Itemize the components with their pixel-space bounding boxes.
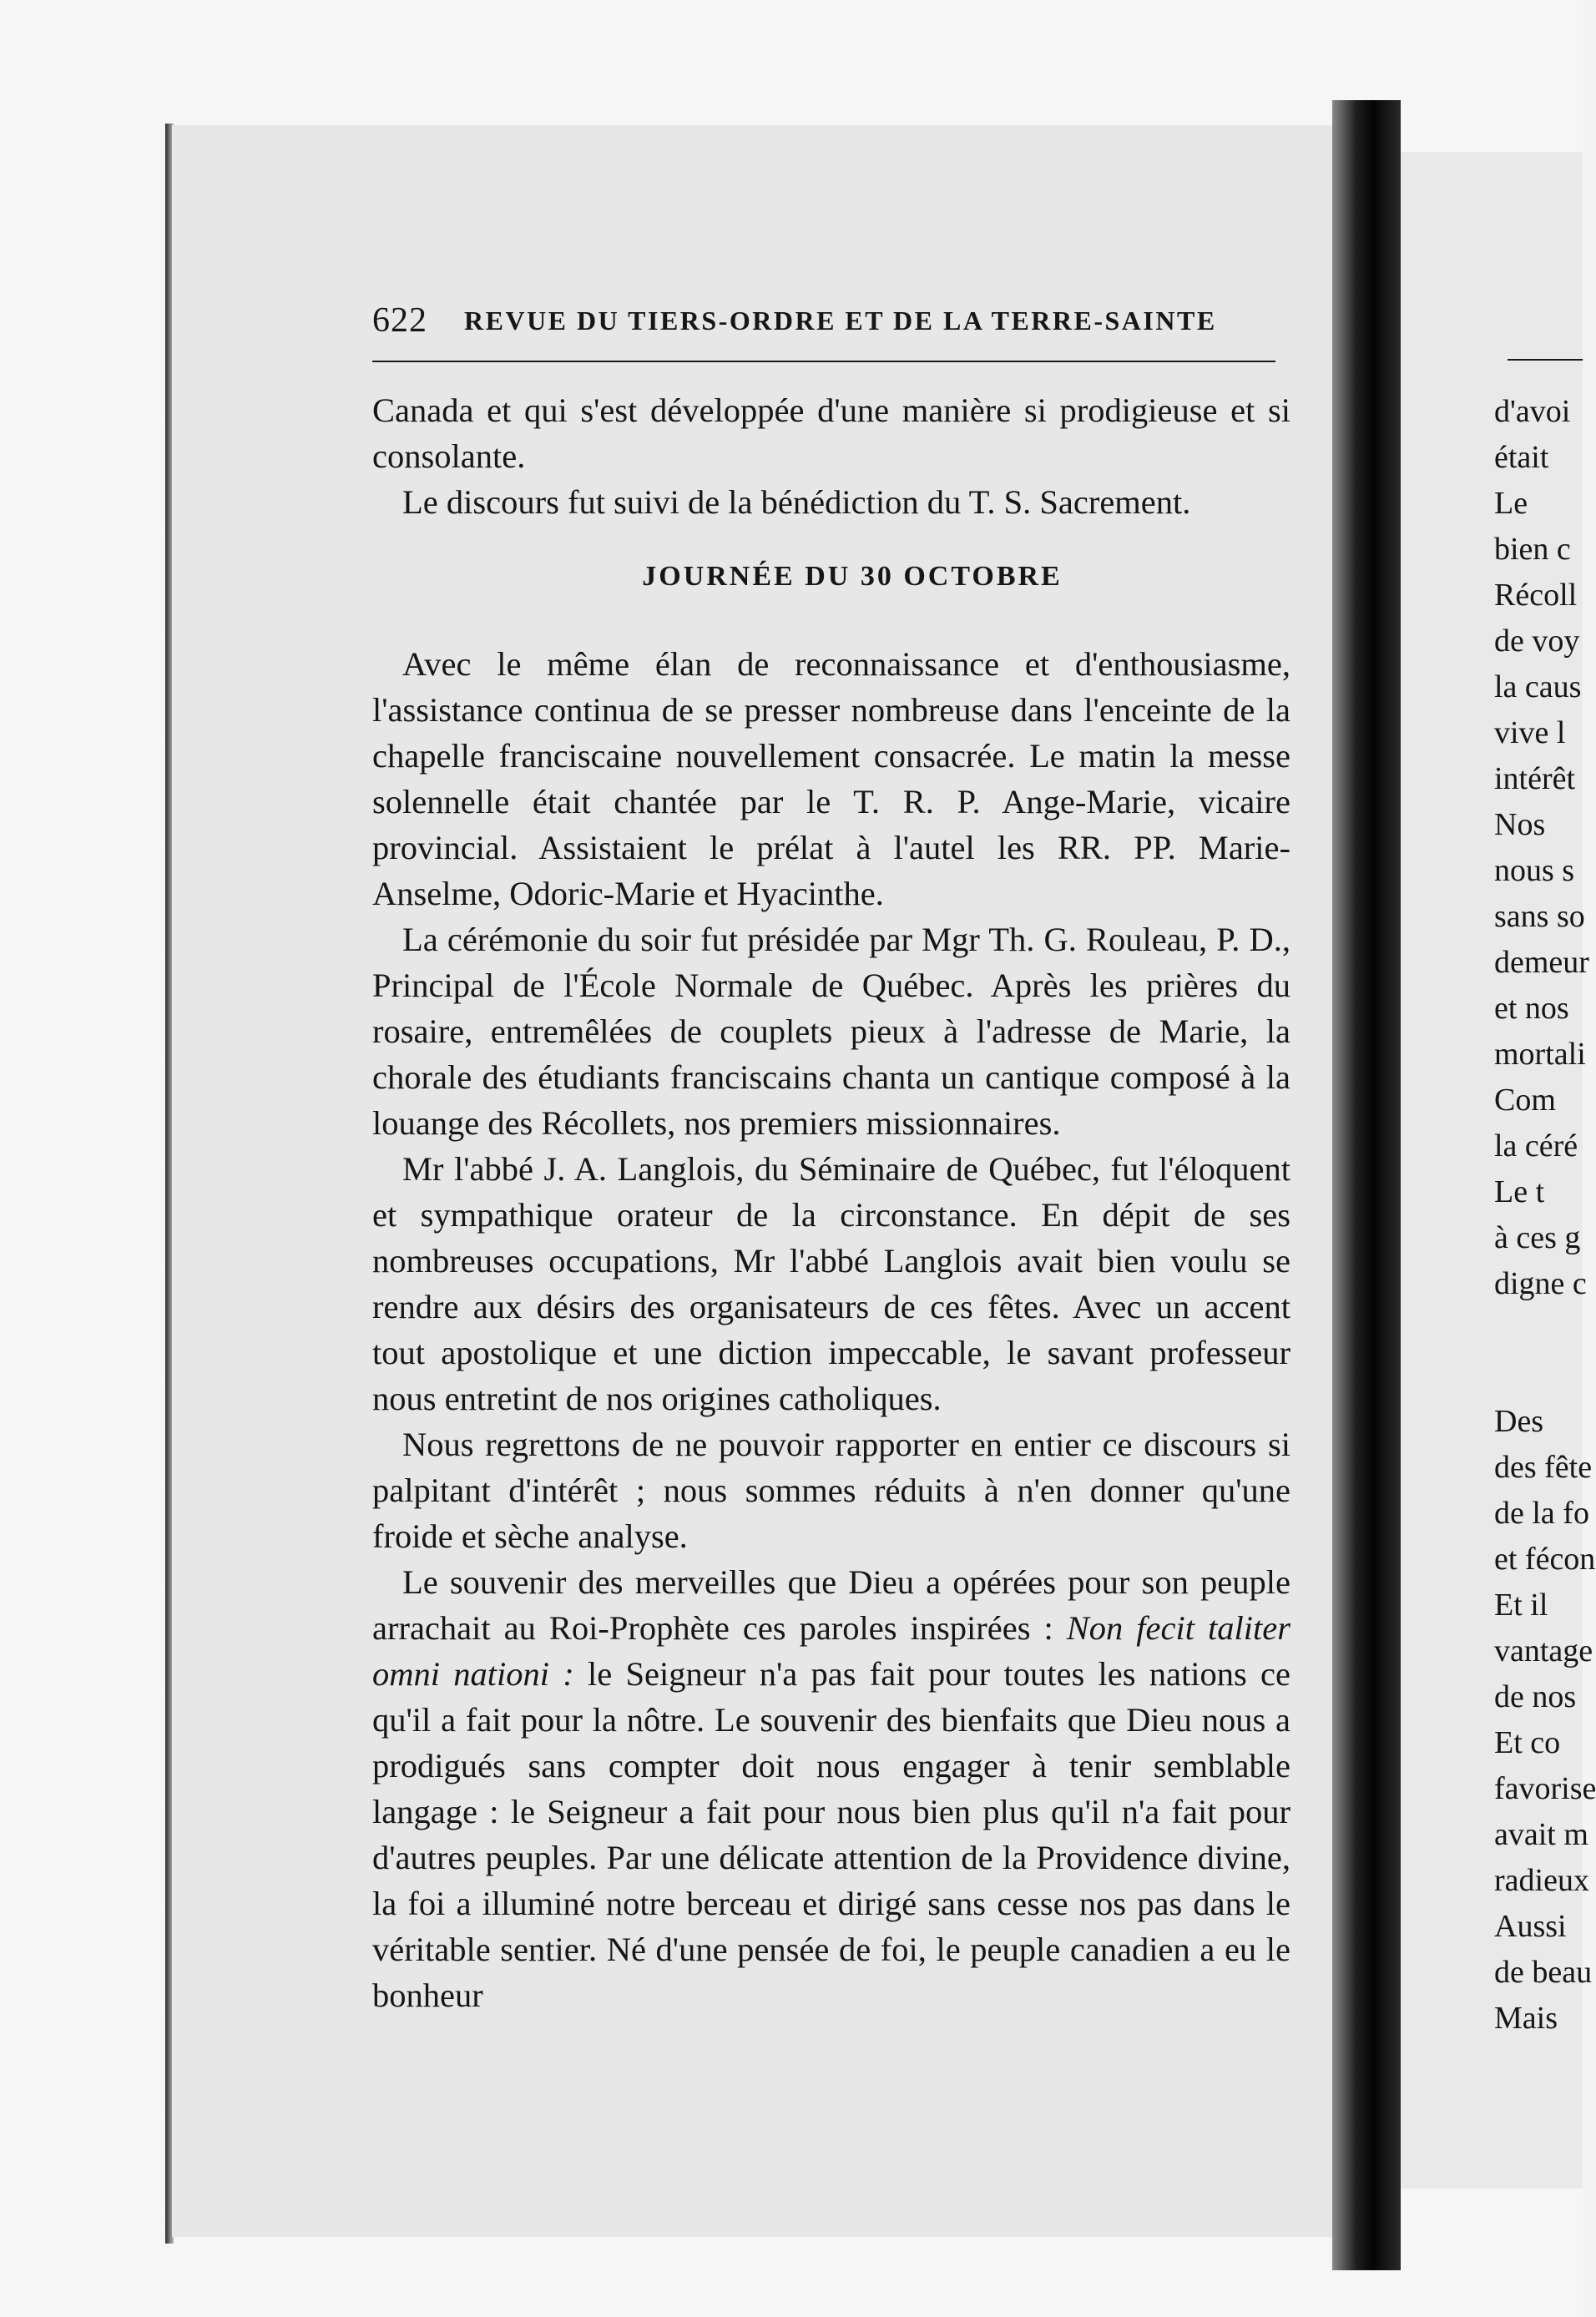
section-heading: JOURNÉE DU 30 OCTOBRE [642, 561, 1063, 592]
right-page-line: radieux [1494, 1863, 1589, 1898]
book-gutter [1332, 100, 1401, 2270]
paragraph-6: Nous regrettons de ne pouvoir rapporter en entier ce discours si palpitant d'intérêt ; nous sommes réduits à n'en donner qu'une froide et sèche analyse. [372, 1426, 1290, 1555]
paragraph-3: Avec le même élan de reconnaissance et d'enthousiasme, l'assistance continua de se presser nombreuse dans l'enceinte de la chapelle franciscaine nouvellement consacrée. Le matin la messe solennelle était chantée par le T. R. P. Ange-Marie, vicaire provincial. Assistaient le prélat à l'autel les RR. PP. Marie-Anselme, Odoric-Marie et Hyacinthe. [372, 645, 1290, 912]
right-page-line: avait m [1494, 1817, 1588, 1852]
body-text [372, 387, 1290, 2018]
right-page-line: la céré [1494, 1128, 1578, 1164]
right-page-line: et fécon [1494, 1542, 1596, 1577]
right-page-line: était [1494, 440, 1549, 475]
header-rule [372, 361, 1275, 362]
paragraph-5: Mr l'abbé J. A. Langlois, du Séminaire de Québec, fut l'éloquent et sympathique orateur de la circonstance. En dépit de ses nombreuses occupations, Mr l'abbé Langlois avait bien voulu se rendre aux désirs des organisateurs de ces fêtes. Avec un accent tout apostolique et une diction impeccable, le savant professeur nous entretint de nos origines catholiques. [372, 1150, 1290, 1417]
right-page-line: la caus [1494, 669, 1582, 704]
right-page-line: des fête [1494, 1450, 1593, 1485]
right-page-line: favorise [1494, 1771, 1596, 1806]
right-page-line: Mais [1494, 2001, 1558, 2036]
paragraph-2: Le discours fut suivi de la bénédiction du T. S. Sacrement. [402, 483, 1191, 521]
paragraph-1: Canada et qui s'est développée d'une manière si prodigieuse et si consolante. [372, 391, 1290, 475]
right-page-line: Et co [1494, 1725, 1561, 1760]
right-page-line: Et il [1494, 1588, 1548, 1623]
paragraph-7 [372, 1559, 1290, 2018]
right-page-line: demeur [1494, 945, 1589, 980]
right-page-line: Le t [1494, 1174, 1545, 1209]
paragraph-7-start: Le souvenir des merveilles que Dieu a opérées pour son peuple arrachait au Roi-Prophète ces paroles inspirées : [372, 1563, 1290, 1647]
right-page-line: Récoll [1494, 578, 1578, 613]
right-page-line: de voy [1494, 623, 1580, 659]
right-page-rule [1508, 359, 1583, 361]
paragraph-4: La cérémonie du soir fut présidée par Mgr Th. G. Rouleau, P. D., Principal de l'École Normale de Québec. Après les prières du rosaire, entremêlées de couplets pieux à l'adresse de Marie, la chorale des étudiants franciscains chanta un cantique composé à la louange des Récollets, nos premiers missionnaires. [372, 921, 1290, 1142]
right-page-line: nous s [1494, 853, 1575, 888]
right-page-line: de la fo [1494, 1496, 1589, 1531]
right-page-line: intérêt [1494, 761, 1576, 796]
right-page-line: et nos [1494, 991, 1569, 1026]
right-page-line: Nos [1494, 807, 1546, 842]
right-page-line: Aussi [1494, 1909, 1567, 1944]
right-page-line: à ces g [1494, 1220, 1581, 1255]
right-page-line: d'avoi [1494, 394, 1571, 429]
right-page-line: Com [1494, 1083, 1556, 1118]
right-page-line: de nos [1494, 1679, 1577, 1714]
right-page-line: Des [1494, 1404, 1544, 1439]
page-number: 622 [372, 301, 427, 340]
page-header [372, 297, 1282, 347]
right-page-line: mortali [1494, 1037, 1586, 1072]
latin-quote: Non fecit taliter omni nationi : [372, 1609, 1290, 1693]
right-page-line: bien c [1494, 532, 1571, 567]
right-page-line: vantage [1494, 1633, 1593, 1668]
paragraph-7-rest: le Seigneur n'a pas fait pour toutes les nations ce qu'il a fait pour la nôtre. Le souvenir des bienfaits que Dieu nous a prodigués sans compter doit nous engager à tenir semblable langage : le Seigneur a fait pour nous bien plus qu'il n'a fait pour d'autres peuples. Par une délicate attention de la Providence divine, la foi a illuminé notre berceau et dirigé sans cesse nos pas dans le véritable sentier. Né d'une pensée de foi, le peuple canadien a eu le bonheur [372, 1655, 1290, 2014]
right-page-line: Le [1494, 486, 1528, 521]
right-page-line: sans so [1494, 899, 1585, 934]
right-page-line [1494, 1307, 1586, 1399]
right-page-line: de beau [1494, 1955, 1593, 1990]
right-page-text [1494, 389, 1596, 2042]
running-title: REVUE DU TIERS-ORDRE ET DE LA TERRE-SAINTE [464, 305, 1217, 336]
right-page-line: digne c [1494, 1266, 1587, 1301]
right-page-line: vive l [1494, 715, 1566, 750]
